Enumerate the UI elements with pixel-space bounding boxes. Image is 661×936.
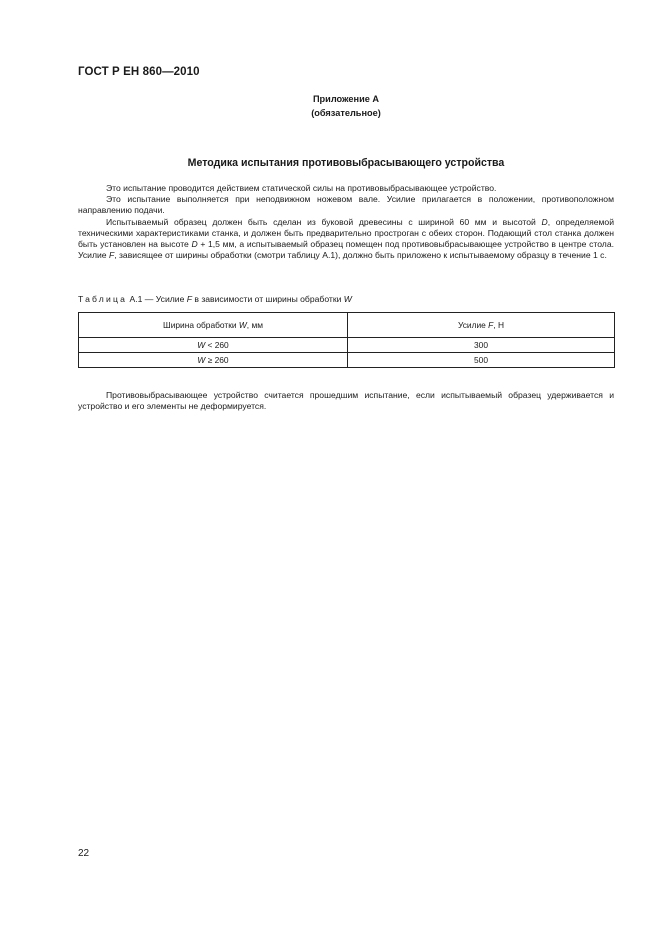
variable-f: F [488, 320, 494, 330]
width-condition: ≥ 260 [205, 355, 229, 365]
table-caption-text-b: в зависимости от ширины обработки [192, 294, 344, 304]
width-condition: < 260 [205, 340, 229, 350]
header-width-text: Ширина обработки [163, 320, 239, 330]
page-number: 22 [78, 848, 90, 859]
table-caption-text-a: — Усилие [142, 294, 187, 304]
paragraph-3-part-c: + 1,5 мм, а испытываемый образец помещен под противовыбрасывающее устройство в центре стола. Усилие [78, 239, 614, 261]
annex-title: Приложение А [312, 94, 380, 104]
section-title: Методика испытания противовыбрасывающего устройства [187, 157, 505, 169]
paragraph-1: Это испытание проводится действием статической силы на противовыбрасывающее устройство. [106, 183, 497, 193]
closing-paragraph: Противовыбрасывающее устройство считается прошедшим испытание, если испытываемый образец удерживается и устройство и его элементы не деформируется. [78, 390, 614, 412]
cell-width [79, 338, 348, 353]
cell-force: 300 [348, 338, 615, 353]
variable-d: D [541, 216, 548, 227]
standard-header: ГОСТ Р ЕН 860—2010 [78, 66, 200, 78]
header-force-unit: , Н [493, 320, 504, 330]
cell-width [79, 353, 348, 368]
paragraph-2: Это испытание выполняется при неподвижном ножевом вале. Усилие прилагается в положении, противоположном направлению подачи. [78, 194, 614, 216]
variable-w: W [197, 355, 206, 365]
variable-f: F [108, 250, 115, 261]
variable-w: W [238, 320, 247, 330]
header-width [79, 313, 348, 338]
table-row [79, 353, 615, 368]
header-force [348, 313, 615, 338]
force-table [78, 312, 615, 368]
table-row [79, 338, 615, 353]
paragraph-3-part-d: , зависящее от ширины обработки (смотри таблицу А.1), должно быть приложено к испытываемому образцу в течение 1 с. [114, 250, 607, 261]
variable-w: W [343, 294, 352, 304]
header-force-text: Усилие [457, 320, 489, 330]
closing-text [78, 390, 614, 413]
table-caption-number: А.1 [129, 294, 143, 304]
paragraph-3-part-b: , определяемой техническими характеристиками станка, и должен быть предварительно прострoган с обеих сторон. Подающий стол станка должен быть установлен на высоте [78, 216, 614, 250]
body-text [78, 183, 614, 261]
table-header-row [79, 313, 615, 338]
variable-d: D [191, 239, 198, 250]
table-caption [78, 294, 352, 304]
paragraph-3-part-a: Испытываемый образец должен быть сделан из буковой древесины с шириной 60 мм и высотой [106, 216, 542, 227]
annex-status: (обязательное) [311, 108, 381, 118]
cell-force: 500 [348, 353, 615, 368]
table-caption-label: Таблица [78, 294, 128, 304]
variable-w: W [197, 340, 206, 350]
variable-f: F [186, 294, 192, 304]
paragraph-3 [78, 217, 614, 262]
header-width-unit: , мм [246, 320, 263, 330]
